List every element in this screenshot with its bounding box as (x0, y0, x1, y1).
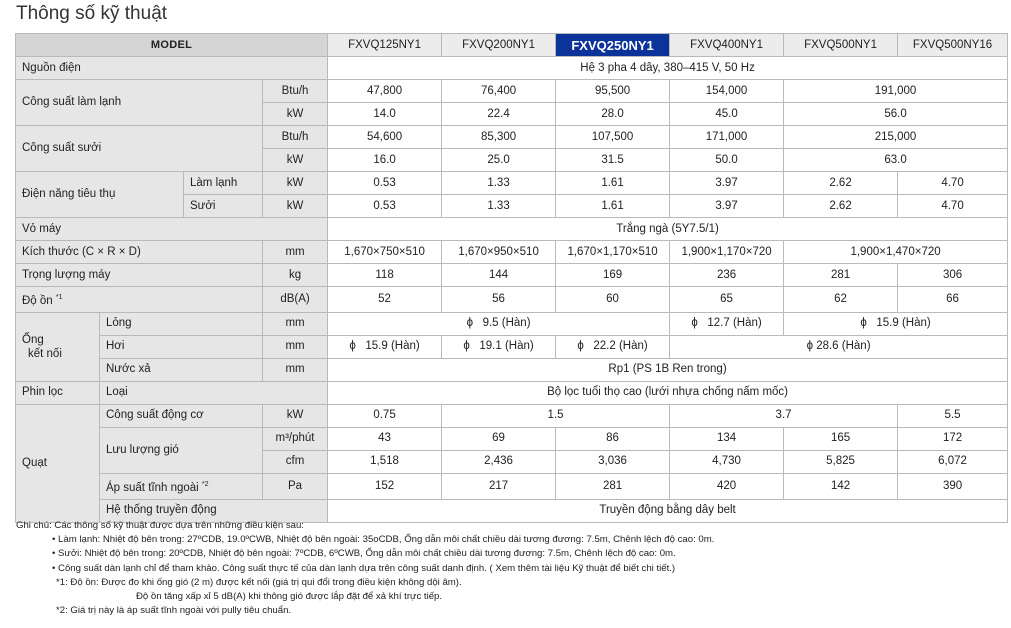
value-cell: 3.7 (670, 404, 898, 427)
value-cell: 25.0 (442, 149, 556, 172)
value-cell: 66 (898, 287, 1008, 313)
consumption-cool-row (16, 172, 1008, 195)
pipe-gas-row (16, 335, 1008, 358)
note-heating: • Sưởi: Nhiệt độ bên trong: 20ºCDB, Nhiệt độ bên ngoài: 7ºCDB, 6ºCWB, Ống dẫn môi chất chiều dài tương đương: 7.5m, Chênh lệch độ cao: 0m. (52, 548, 676, 560)
row-label: Phin lọc (16, 381, 100, 404)
value-cell: 281 (784, 264, 898, 287)
model-name-selected: FXVQ250NY1 (556, 34, 670, 57)
dimensions-row (16, 241, 1008, 264)
note-1b: Độ ồn tăng xấp xỉ 5 dB(A) khi thông gió được lắp đặt để xả khí trực tiếp. (136, 591, 443, 603)
value-cell: 1,670×750×510 (328, 241, 442, 264)
value-cell: Bộ lọc tuổi thọ cao (lưới nhựa chống nấm mốc) (328, 381, 1008, 404)
sub-label (100, 473, 263, 499)
value-cell: 134 (670, 427, 784, 450)
value-cell: 169 (556, 264, 670, 287)
sub-label: Lỏng (100, 312, 263, 335)
unit-cell: Btu/h (263, 80, 328, 103)
page-title: Thông số kỹ thuật (16, 3, 168, 24)
value-cell: 1.61 (556, 195, 670, 218)
value-cell: 65 (670, 287, 784, 313)
casing-value: Trắng ngà (5Y7.5/1) (328, 218, 1008, 241)
model-name: FXVQ500NY1 (784, 34, 898, 57)
value-cell: 281 (556, 473, 670, 499)
piping-label: kết nối (28, 347, 62, 360)
value-cell: 1,518 (328, 450, 442, 473)
row-label: Công suất sưởi (16, 126, 263, 172)
model-name: FXVQ500NY16 (898, 34, 1008, 57)
power-row (16, 57, 1008, 80)
pipe-liquid-row (16, 312, 1008, 335)
value-cell: 236 (670, 264, 784, 287)
cooling-btu-row (16, 80, 1008, 103)
value-cell: 3.97 (670, 195, 784, 218)
model-row (16, 34, 1008, 57)
value-cell: 14.0 (328, 103, 442, 126)
unit-cell: Btu/h (263, 126, 328, 149)
value-cell: 6,072 (898, 450, 1008, 473)
model-name: FXVQ200NY1 (442, 34, 556, 57)
unit-cell: kW (263, 404, 328, 427)
row-label: Quạt (16, 404, 100, 522)
sub-label: Lưu lượng gió (100, 427, 263, 473)
note-cooling: • Làm lạnh: Nhiệt độ bên trong: 27ºCDB, 19.0ºCWB, Nhiệt độ bên ngoài: 35oCDB, Ống dẫn môi chất chiều dài tương đương: 7.5m, Chênh lệch độ cao: 0m. (52, 534, 715, 546)
unit-cell: kW (263, 149, 328, 172)
model-name: FXVQ400NY1 (670, 34, 784, 57)
value-cell: 4.70 (898, 172, 1008, 195)
value-cell: 2.62 (784, 172, 898, 195)
filter-row (16, 381, 1008, 404)
value-cell: 1,670×1,170×510 (556, 241, 670, 264)
value-cell: 54,600 (328, 126, 442, 149)
value-cell: 172 (898, 427, 1008, 450)
heating-btu-row (16, 126, 1008, 149)
fan-esp-row (16, 473, 1008, 499)
unit-cell: m³/phút (263, 427, 328, 450)
value-cell: 2.62 (784, 195, 898, 218)
value-cell: 85,300 (442, 126, 556, 149)
unit-cell: cfm (263, 450, 328, 473)
value-cell: 60 (556, 287, 670, 313)
value-cell: ϕ 9.5 (Hàn) (328, 312, 670, 335)
value-cell: 154,000 (670, 80, 784, 103)
value-cell: 1.33 (442, 172, 556, 195)
sub-label: Nước xả (100, 358, 263, 381)
esp-label: Áp suất tĩnh ngoài (106, 481, 199, 494)
value-cell: 4.70 (898, 195, 1008, 218)
value-cell: 165 (784, 427, 898, 450)
unit-cell: kW (263, 172, 328, 195)
value-cell: 4,730 (670, 450, 784, 473)
unit-cell: dB(A) (263, 287, 328, 313)
fan-airflow-m3-row (16, 427, 1008, 450)
value-cell: 28.0 (556, 103, 670, 126)
value-cell: 76,400 (442, 80, 556, 103)
value-cell: 107,500 (556, 126, 670, 149)
row-label: Nguồn điện (16, 57, 328, 80)
value-cell: 1.33 (442, 195, 556, 218)
value-cell: 1,900×1,470×720 (784, 241, 1008, 264)
value-cell: 52 (328, 287, 442, 313)
value-cell: 69 (442, 427, 556, 450)
value-cell: 63.0 (784, 149, 1008, 172)
noise-label: Độ ồn (22, 294, 53, 307)
value-cell: 306 (898, 264, 1008, 287)
value-cell: 3.97 (670, 172, 784, 195)
sub-label: Làm lạnh (184, 172, 263, 195)
value-cell: 56.0 (784, 103, 1008, 126)
value-cell: ϕ 22.2 (Hàn) (556, 335, 670, 358)
unit-cell: kg (263, 264, 328, 287)
unit-cell: kW (263, 195, 328, 218)
value-cell: 420 (670, 473, 784, 499)
row-label: Công suất làm lạnh (16, 80, 263, 126)
value-cell: 1.61 (556, 172, 670, 195)
value-cell: 56 (442, 287, 556, 313)
value-cell: 5.5 (898, 404, 1008, 427)
value-cell: 31.5 (556, 149, 670, 172)
noise-row (16, 287, 1008, 313)
value-cell: 95,500 (556, 80, 670, 103)
row-label (16, 312, 100, 381)
value-cell: 47,800 (328, 80, 442, 103)
power-value: Hệ 3 pha 4 dây, 380–415 V, 50 Hz (328, 57, 1008, 80)
value-cell: 16.0 (328, 149, 442, 172)
value-cell: 152 (328, 473, 442, 499)
value-cell: 191,000 (784, 80, 1008, 103)
unit-cell: mm (263, 335, 328, 358)
pipe-drain-row (16, 358, 1008, 381)
value-cell: 3,036 (556, 450, 670, 473)
unit-cell: mm (263, 358, 328, 381)
footnote-mark: *2 (201, 480, 209, 488)
sub-label: Hệ thống truyền động (100, 499, 328, 522)
value-cell: 50.0 (670, 149, 784, 172)
unit-cell: kW (263, 103, 328, 126)
row-label: Vỏ máy (16, 218, 328, 241)
value-cell: ϕ 28.6 (Hàn) (670, 335, 1008, 358)
value-cell: 217 (442, 473, 556, 499)
value-cell: ϕ 15.9 (Hàn) (328, 335, 442, 358)
spec-table (15, 33, 1008, 523)
weight-row (16, 264, 1008, 287)
value-cell: 1,670×950×510 (442, 241, 556, 264)
value-cell: 5,825 (784, 450, 898, 473)
value-cell: 2,436 (442, 450, 556, 473)
value-cell: 0.53 (328, 172, 442, 195)
value-cell: 215,000 (784, 126, 1008, 149)
value-cell: 45.0 (670, 103, 784, 126)
value-cell: Truyền động bằng dây belt (328, 499, 1008, 522)
value-cell: 43 (328, 427, 442, 450)
value-cell: 1.5 (442, 404, 670, 427)
sub-label: Hơi (100, 335, 263, 358)
unit-cell: mm (263, 241, 328, 264)
value-cell: ϕ 19.1 (Hàn) (442, 335, 556, 358)
notes (16, 519, 714, 618)
note-intro: Ghi chú: Các thông số kỹ thuật được dựa trên những điều kiện sau: (16, 520, 304, 531)
value-cell: 0.53 (328, 195, 442, 218)
sub-label: Loại (100, 381, 328, 404)
value-cell: 171,000 (670, 126, 784, 149)
row-label: Điện năng tiêu thụ (16, 172, 184, 218)
value-cell: 118 (328, 264, 442, 287)
footnote-mark: *1 (55, 294, 63, 301)
value-cell: 390 (898, 473, 1008, 499)
note-2: *2: Giá trị này là áp suất tĩnh ngoài với pully tiêu chuẩn. (56, 605, 292, 617)
value-cell: ϕ 15.9 (Hàn) (784, 312, 1008, 335)
model-name: FXVQ125NY1 (328, 34, 442, 57)
value-cell: 142 (784, 473, 898, 499)
value-cell: 144 (442, 264, 556, 287)
row-label (16, 287, 263, 313)
row-label: Kích thước (C × R × D) (16, 241, 263, 264)
value-cell: 1,900×1,170×720 (670, 241, 784, 264)
value-cell: Rp1 (PS 1B Ren trong) (328, 358, 1008, 381)
note-1: *1: Độ ồn: Được đo khi ống gió (2 m) được kết nối (giá trị qui đổi trong điều kiện không dội âm). (56, 576, 462, 588)
value-cell: 86 (556, 427, 670, 450)
value-cell: 0.75 (328, 404, 442, 427)
fan-motor-row (16, 404, 1008, 427)
row-label: Trọng lượng máy (16, 264, 263, 287)
value-cell: 22.4 (442, 103, 556, 126)
unit-cell: Pa (263, 473, 328, 499)
note-reference: • Công suất dàn lạnh chỉ để tham khảo. Công suất thực tế của dàn lạnh dựa trên công suất danh định. ( Xem thêm tài liệu Kỹ thuật để biết chi tiết.) (52, 562, 676, 574)
sub-label: Công suất động cơ (100, 404, 263, 427)
unit-cell: mm (263, 312, 328, 335)
value-cell: ϕ 12.7 (Hàn) (670, 312, 784, 335)
value-cell: 62 (784, 287, 898, 313)
piping-label: Ống (22, 333, 44, 346)
sub-label: Sưởi (184, 195, 263, 218)
model-header: MODEL (16, 34, 328, 57)
casing-row (16, 218, 1008, 241)
